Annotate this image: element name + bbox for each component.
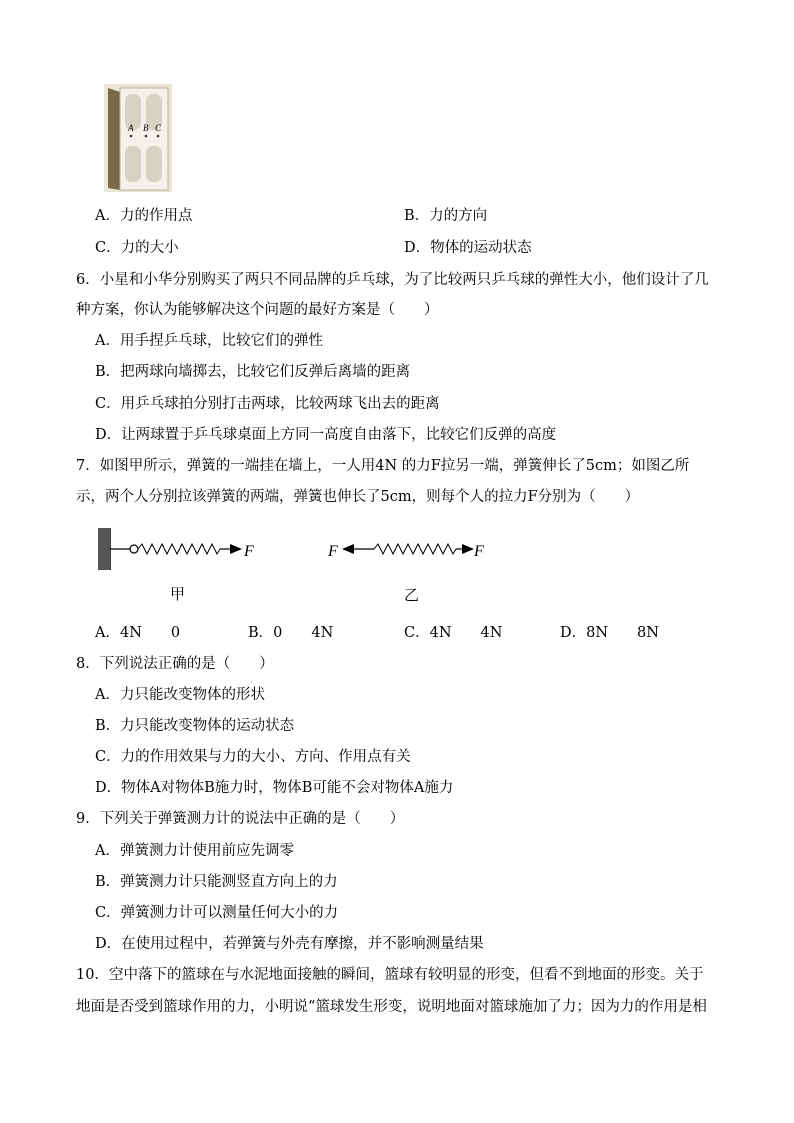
q5-option-a: A．力的作用点 <box>95 208 193 224</box>
force-label-yi-left: F <box>328 543 338 560</box>
door-figure <box>100 84 175 194</box>
q7-option-c: C．4N 4N <box>404 625 503 641</box>
door-label-c: C <box>155 123 162 133</box>
q9-stem: 9．下列关于弹簧测力计的说法中正确的是（ ） <box>76 811 405 827</box>
q7-option-d: D．8N 8N <box>560 625 659 641</box>
q8-option-c: C．力的作用效果与力的大小、方向、作用点有关 <box>95 749 411 765</box>
q7-option-a: A．4N 0 <box>95 625 181 641</box>
q5-option-c: C．力的大小 <box>95 240 179 256</box>
force-label-jia: F <box>244 543 254 560</box>
q9-option-b: B．弹簧测力计只能测竖直方向上的力 <box>95 874 338 890</box>
q5-option-d: D．物体的运动状态 <box>404 240 532 256</box>
caption-yi: 乙 <box>404 586 420 604</box>
q10-stem-line1: 10．空中落下的篮球在与水泥地面接触的瞬间，篮球有较明显的形变，但看不到地面的形变。关于 <box>76 967 704 983</box>
q6-option-a: A．用手捏乒乓球，比较它们的弹性 <box>95 333 323 349</box>
q6-option-b: B．把两球向墙掷去，比较它们反弹后离墙的距离 <box>95 364 411 380</box>
door-label-a: A <box>128 123 134 133</box>
q6-option-c: C．用乒乓球拍分别打击两球，比较两球飞出去的距离 <box>95 396 440 412</box>
q8-option-b: B．力只能改变物体的运动状态 <box>95 718 295 734</box>
q9-option-d: D．在使用过程中，若弹簧与外壳有摩擦，并不影响测量结果 <box>95 936 484 952</box>
q6-option-d: D．让两球置于乒乓球桌面上方同一高度自由落下，比较它们反弹的高度 <box>95 427 557 443</box>
q8-option-a: A．力只能改变物体的形状 <box>95 687 265 703</box>
spring-figure-jia <box>96 526 266 574</box>
q9-option-c: C．弹簧测力计可以测量任何大小的力 <box>95 905 339 921</box>
q7-option-b: B．0 4N <box>248 625 334 641</box>
q8-stem: 8．下列说法正确的是（ ） <box>76 656 274 672</box>
door-label-b: B <box>143 123 149 133</box>
q6-stem-line2: 种方案，你认为能够解决这个问题的最好方案是（ ） <box>76 302 439 318</box>
caption-jia: 甲 <box>170 585 186 603</box>
q7-stem-line1: 7．如图甲所示，弹簧的一端挂在墙上，一人用4N 的力F拉另一端，弹簧伸长了5cm；如图乙所 <box>76 458 690 474</box>
force-label-yi-right: F <box>474 543 484 560</box>
q10-stem-line2: 地面是否受到篮球作用的力，小明说“篮球发生形变，说明地面对篮球施加了力；因为力的作用是相 <box>76 999 707 1015</box>
q6-stem-line1: 6．小星和小华分别购买了两只不同品牌的乒乓球，为了比较两只乒乓球的弹性大小，他们设计了几 <box>76 272 709 288</box>
q9-option-a: A．弹簧测力计使用前应先调零 <box>95 843 294 859</box>
spring-figure-yi <box>326 526 496 574</box>
q5-option-b: B．力的方向 <box>404 208 488 224</box>
q7-stem-line2: 示，两个人分别拉该弹簧的两端，弹簧也伸长了5cm，则每个人的拉力F分别为（ ） <box>76 489 640 505</box>
q8-option-d: D．物体A对物体B施力时，物体B可能不会对物体A施力 <box>95 780 454 796</box>
